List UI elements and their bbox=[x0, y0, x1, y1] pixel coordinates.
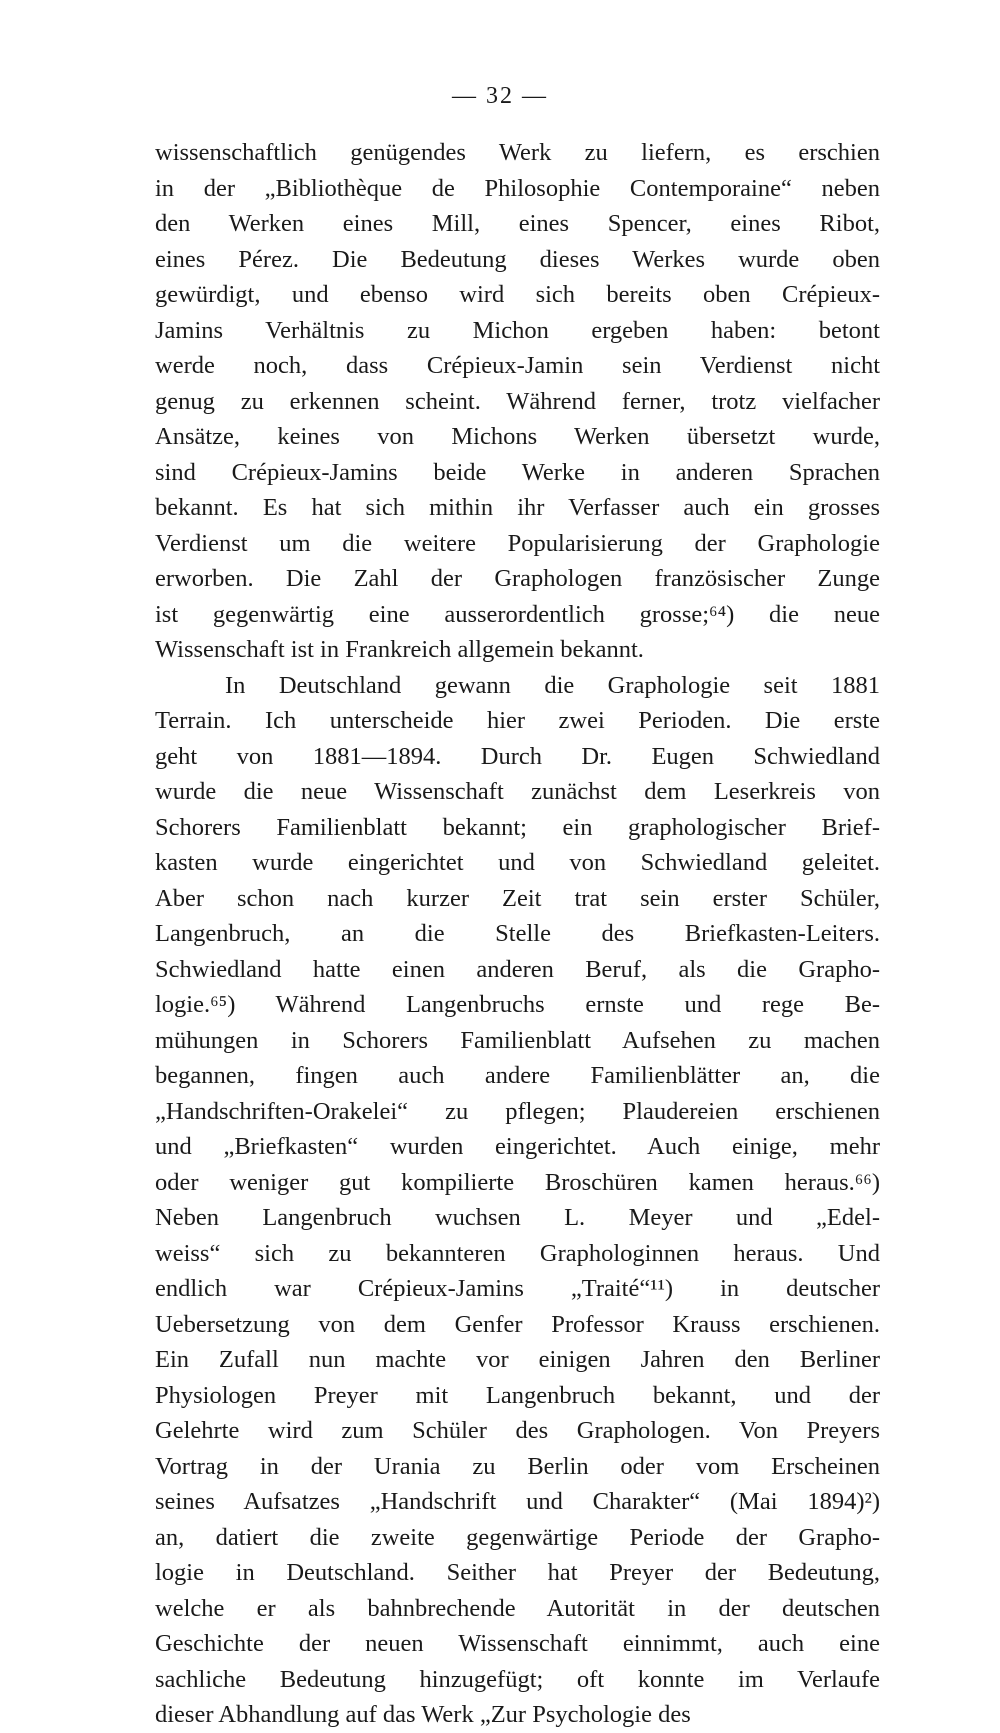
text-line: welche er als bahnbrechende Autorität in der deutschen bbox=[155, 1594, 880, 1622]
page-number: — 32 — bbox=[452, 83, 548, 109]
text-line: Ein Zufall nun machte vor einigen Jahren den Berliner bbox=[155, 1346, 880, 1373]
text-line: den Werken eines Mill, eines Spencer, eines Ribot, bbox=[155, 210, 880, 237]
text-line: bekannt. Es hat sich mithin ihr Verfasser auch ein grosses bbox=[155, 494, 880, 521]
text-line: Wissenschaft ist in Frankreich allgemein bekannt. bbox=[155, 636, 644, 663]
text-line: Gelehrte wird zum Schüler des Graphologen. Von Preyers bbox=[155, 1417, 880, 1444]
text-line: „Handschriften-Orakelei“ zu pflegen; Plaudereien erschienen bbox=[155, 1097, 880, 1125]
text-line: wurde die neue Wissenschaft zunächst dem Leserkreis von bbox=[155, 778, 880, 805]
text-line: erworben. Die Zahl der Graphologen französischer Zunge bbox=[155, 565, 880, 592]
text-line: in der „Bibliothèque de Philosophie Contemporaine“ neben bbox=[155, 174, 880, 202]
text-line: Neben Langenbruch wuchsen L. Meyer und „Edel- bbox=[155, 1204, 880, 1231]
text-line: weiss“ sich zu bekannteren Graphologinnen heraus. Und bbox=[155, 1239, 880, 1267]
text-line: wissenschaftlich genügendes Werk zu liefern, es erschien bbox=[155, 139, 880, 166]
text-line: werde noch, dass Crépieux-Jamin sein Verdienst nicht bbox=[155, 352, 880, 379]
body-text bbox=[155, 135, 880, 1733]
text-line: seines Aufsatzes „Handschrift und Charakter“ (Mai 1894)²) bbox=[155, 1488, 880, 1515]
text-line: begannen, fingen auch andere Familienblätter an, die bbox=[155, 1062, 880, 1089]
text-line: logie.⁶⁵) Während Langenbruchs ernste und rege Be- bbox=[155, 991, 880, 1018]
text-line: Uebersetzung von dem Genfer Professor Krauss erschienen. bbox=[155, 1310, 880, 1338]
text-line: dieser Abhandlung auf das Werk „Zur Psychologie des bbox=[155, 1701, 691, 1728]
text-line: Geschichte der neuen Wissenschaft einnimmt, auch eine bbox=[155, 1630, 880, 1657]
text-line: ist gegenwärtig eine ausserordentlich grosse;⁶⁴) die neue bbox=[155, 600, 880, 628]
text-line: Physiologen Preyer mit Langenbruch bekannt, und der bbox=[155, 1381, 880, 1409]
text-line: Jamins Verhältnis zu Michon ergeben haben: betont bbox=[155, 316, 880, 344]
text-line: gewürdigt, und ebenso wird sich bereits oben Crépieux- bbox=[155, 281, 880, 308]
text-line: sachliche Bedeutung hinzugefügt; oft konnte im Verlaufe bbox=[155, 1665, 880, 1693]
text-line: endlich war Crépieux-Jamins „Traité“¹¹) in deutscher bbox=[155, 1275, 880, 1302]
text-line: Aber schon nach kurzer Zeit trat sein erster Schüler, bbox=[155, 884, 880, 912]
text-line: geht von 1881—1894. Durch Dr. Eugen Schwiedland bbox=[155, 742, 880, 770]
text-line: Verdienst um die weitere Popularisierung der Graphologie bbox=[155, 529, 880, 557]
text-line: Schorers Familienblatt bekannt; ein graphologischer Brief- bbox=[155, 813, 880, 841]
text-line: und „Briefkasten“ wurden eingerichtet. Auch einige, mehr bbox=[155, 1133, 880, 1160]
text-line: Langenbruch, an die Stelle des Briefkasten-Leiters. bbox=[155, 920, 880, 947]
text-line: eines Pérez. Die Bedeutung dieses Werkes wurde oben bbox=[155, 245, 880, 273]
text-line: kasten wurde eingerichtet und von Schwiedland geleitet. bbox=[155, 849, 880, 876]
text-line: oder weniger gut kompilierte Broschüren kamen heraus.⁶⁶) bbox=[155, 1168, 880, 1196]
text-line: an, datiert die zweite gegenwärtige Periode der Grapho- bbox=[155, 1523, 880, 1551]
text-line: In Deutschland gewann die Graphologie seit 1881 bbox=[225, 671, 880, 699]
text-line: logie in Deutschland. Seither hat Preyer der Bedeutung, bbox=[155, 1559, 880, 1586]
text-line: mühungen in Schorers Familienblatt Aufsehen zu machen bbox=[155, 1026, 880, 1054]
text-line: Ansätze, keines von Michons Werken übersetzt wurde, bbox=[155, 423, 880, 450]
text-line: Schwiedland hatte einen anderen Beruf, als die Grapho- bbox=[155, 955, 880, 983]
text-line: genug zu erkennen scheint. Während ferner, trotz vielfacher bbox=[155, 387, 880, 415]
text-line: Vortrag in der Urania zu Berlin oder vom Erscheinen bbox=[155, 1452, 880, 1480]
text-line: Terrain. Ich unterscheide hier zwei Perioden. Die erste bbox=[155, 707, 880, 734]
text-line: sind Crépieux-Jamins beide Werke in anderen Sprachen bbox=[155, 458, 880, 486]
